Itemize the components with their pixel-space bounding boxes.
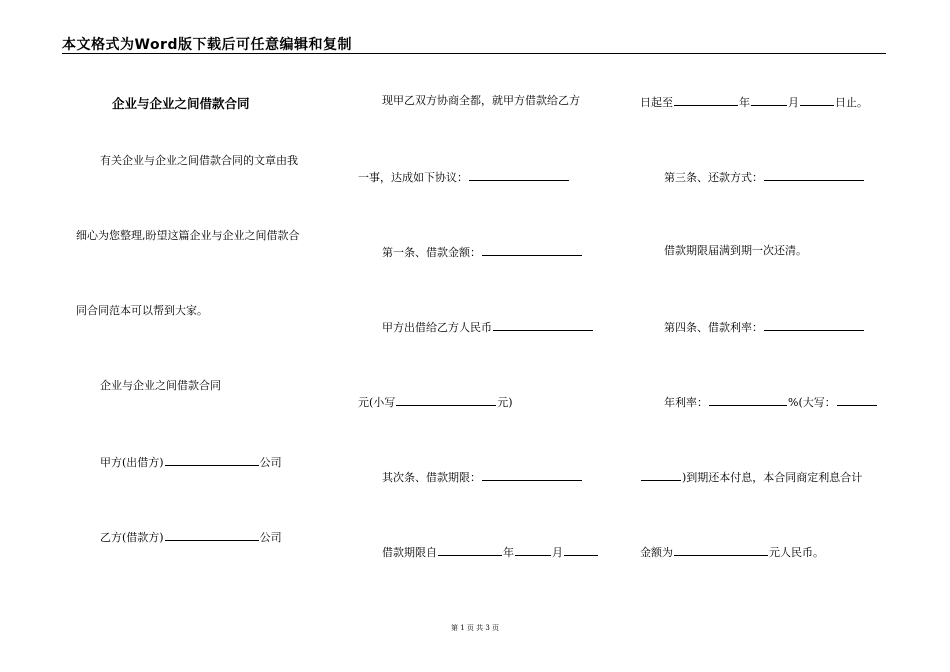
period-blank (482, 469, 582, 481)
party-a-line (100, 454, 282, 470)
party-a-suffix: 公司 (259, 456, 282, 469)
period-end-prefix: 日起至 (640, 96, 673, 109)
period-start-prefix: 借款期限自 (382, 546, 437, 559)
period-start-line (382, 544, 599, 560)
intro-line-3: 同合同范本可以帮到大家。 (76, 304, 208, 317)
lower-amount-line (358, 394, 513, 410)
rate-upper-continued-blank (641, 469, 681, 481)
lend-amount-label: 甲方出借给乙方人民币 (382, 321, 492, 334)
party-a-blank (165, 454, 259, 466)
article-1-label: 第一条、借款金额： (382, 246, 481, 259)
total-amount-blank (674, 544, 768, 556)
annual-rate-suffix: %(大写： (788, 396, 836, 409)
amount-blank (482, 244, 582, 256)
interest-text: )到期还本付息，本合同商定利息合计 (682, 471, 863, 484)
article-3-line (664, 169, 865, 185)
article-1-line (382, 244, 583, 260)
party-a-label: 甲方(出借方) (100, 456, 164, 469)
party-b-blank (165, 529, 259, 541)
agreement-line-2 (358, 169, 570, 185)
agreement-text: 一事，达成如下协议： (358, 171, 468, 184)
subtitle: 企业与企业之间借款合同 (100, 379, 221, 392)
end-day-blank (800, 94, 834, 106)
period-end-line (640, 94, 868, 110)
repay-method-blank (764, 169, 864, 181)
start-day-blank (564, 544, 598, 556)
rate-blank (764, 319, 864, 331)
party-b-label: 乙方(借款方) (100, 531, 164, 544)
end-year-label: 年 (739, 96, 750, 109)
header-rule (62, 53, 886, 54)
annual-rate-blank (709, 394, 787, 406)
page-footer: 第 1 页 共 3 页 (450, 624, 500, 632)
end-month-blank (751, 94, 787, 106)
article-3-label: 第三条、还款方式： (664, 171, 763, 184)
intro-line-1: 有关企业与企业之间借款合同的文章由我 (100, 154, 298, 167)
lower-amount-prefix: 元(小写 (358, 396, 396, 409)
lend-amount-blank (493, 319, 593, 331)
total-amount-prefix: 金额为 (640, 546, 673, 559)
party-b-suffix: 公司 (259, 531, 282, 544)
document-title: 企业与企业之间借款合同 (112, 96, 250, 111)
page-header: 本文格式为Word版下载后可任意编辑和复制 (62, 37, 352, 53)
end-year-blank (674, 94, 738, 106)
agreement-blank (469, 169, 569, 181)
lower-amount-suffix: 元) (497, 396, 513, 409)
annual-rate-line (664, 394, 878, 410)
article-2-label: 其次条、借款期限： (382, 471, 481, 484)
lower-amount-blank (396, 394, 496, 406)
rate-upper-blank (837, 394, 877, 406)
period-end-suffix: 日止。 (835, 96, 868, 109)
start-month-blank (515, 544, 551, 556)
end-month-label: 月 (788, 96, 799, 109)
intro-line-2: 细心为您整理,盼望这篇企业与企业之间借款合 (76, 229, 300, 242)
annual-rate-prefix: 年利率： (664, 396, 708, 409)
total-amount-suffix: 元人民币。 (769, 546, 824, 559)
article-4-label: 第四条、借款利率： (664, 321, 763, 334)
interest-line (640, 469, 862, 485)
start-month-label: 月 (552, 546, 563, 559)
start-year-label: 年 (503, 546, 514, 559)
article-4-line (664, 319, 865, 335)
repay-text: 借款期限届满到期一次还清。 (664, 244, 807, 257)
lend-amount-line (382, 319, 594, 335)
party-b-line (100, 529, 282, 545)
agreement-line-1: 现甲乙双方协商全都，就甲方借款给乙方 (382, 94, 580, 107)
article-2-line (382, 469, 583, 485)
start-year-blank (438, 544, 502, 556)
total-amount-line (640, 544, 824, 560)
